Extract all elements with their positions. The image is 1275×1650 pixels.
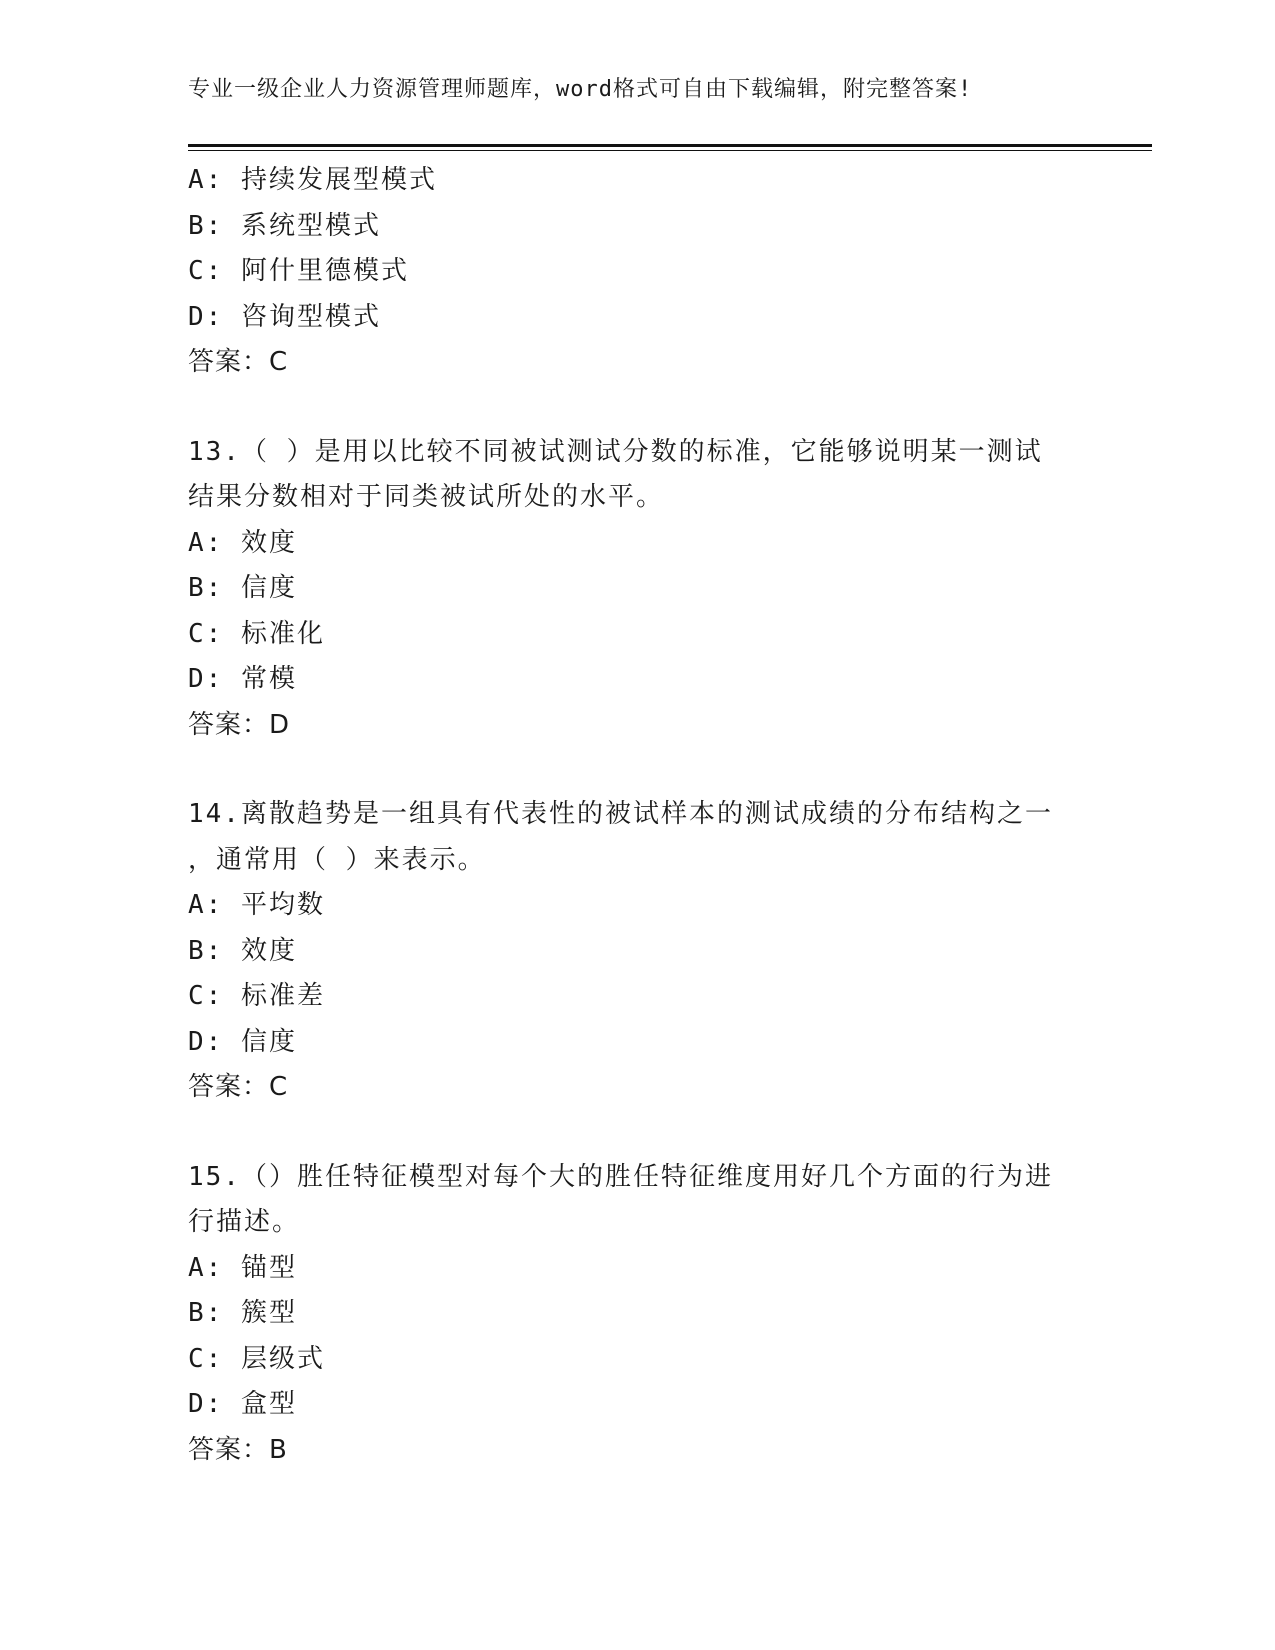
option-a: A: 平均数: [188, 890, 325, 920]
answer-line: 答案：C: [188, 347, 289, 377]
spacer: [188, 748, 1088, 792]
header-rule-thick: [188, 144, 1152, 147]
header-rule-thin: [188, 150, 1152, 151]
spacer: [188, 1111, 1088, 1155]
option-c: C: 标准差: [188, 981, 325, 1011]
option-b: B: 效度: [188, 935, 297, 966]
question-stem-line-2: 结果分数相对于同类被试所处的水平。: [188, 482, 665, 512]
option-c: C: 层级式: [188, 1343, 325, 1374]
answer-line: 答案：D: [188, 709, 291, 740]
question-list: [188, 158, 1088, 1473]
question-13: [188, 430, 1088, 749]
question-14: [188, 792, 1088, 1111]
option-b: B: 簇型: [188, 1298, 297, 1328]
option-a: A: 锚型: [188, 1252, 297, 1283]
question-stem-line-1: 14.离散趋势是一组具有代表性的被试样本的测试成绩的分布结构之一: [188, 799, 1053, 829]
option-a: A: 持续发展型模式: [188, 165, 437, 195]
option-d: D: 盒型: [188, 1389, 297, 1419]
option-b: B: 信度: [188, 573, 297, 603]
answer-line: 答案：B: [188, 1434, 288, 1465]
option-a: A: 效度: [188, 527, 297, 558]
page-header-title: 专业一级企业人力资源管理师题库，word格式可自由下载编辑，附完整答案!: [188, 77, 973, 102]
option-b: B: 系统型模式: [188, 210, 381, 241]
question-stem-line-2: 行描述。: [188, 1207, 301, 1237]
spacer: [188, 386, 1088, 430]
option-c: C: 阿什里德模式: [188, 256, 409, 286]
option-d: D: 咨询型模式: [188, 301, 381, 332]
option-d: D: 常模: [188, 664, 297, 694]
question-stem-line-2: ，通常用（ ）来表示。: [188, 844, 486, 875]
question-15: [188, 1155, 1088, 1474]
question-stem-line-1: 15.（）胜任特征模型对每个大的胜任特征维度用好几个方面的行为进: [188, 1161, 1053, 1192]
option-d: D: 信度: [188, 1026, 297, 1057]
question-12: [188, 158, 1088, 386]
answer-line: 答案：C: [188, 1072, 289, 1102]
question-stem-line-1: 13.（ ）是用以比较不同被试测试分数的标准，它能够说明某一测试: [188, 436, 1043, 467]
option-c: C: 标准化: [188, 618, 325, 649]
